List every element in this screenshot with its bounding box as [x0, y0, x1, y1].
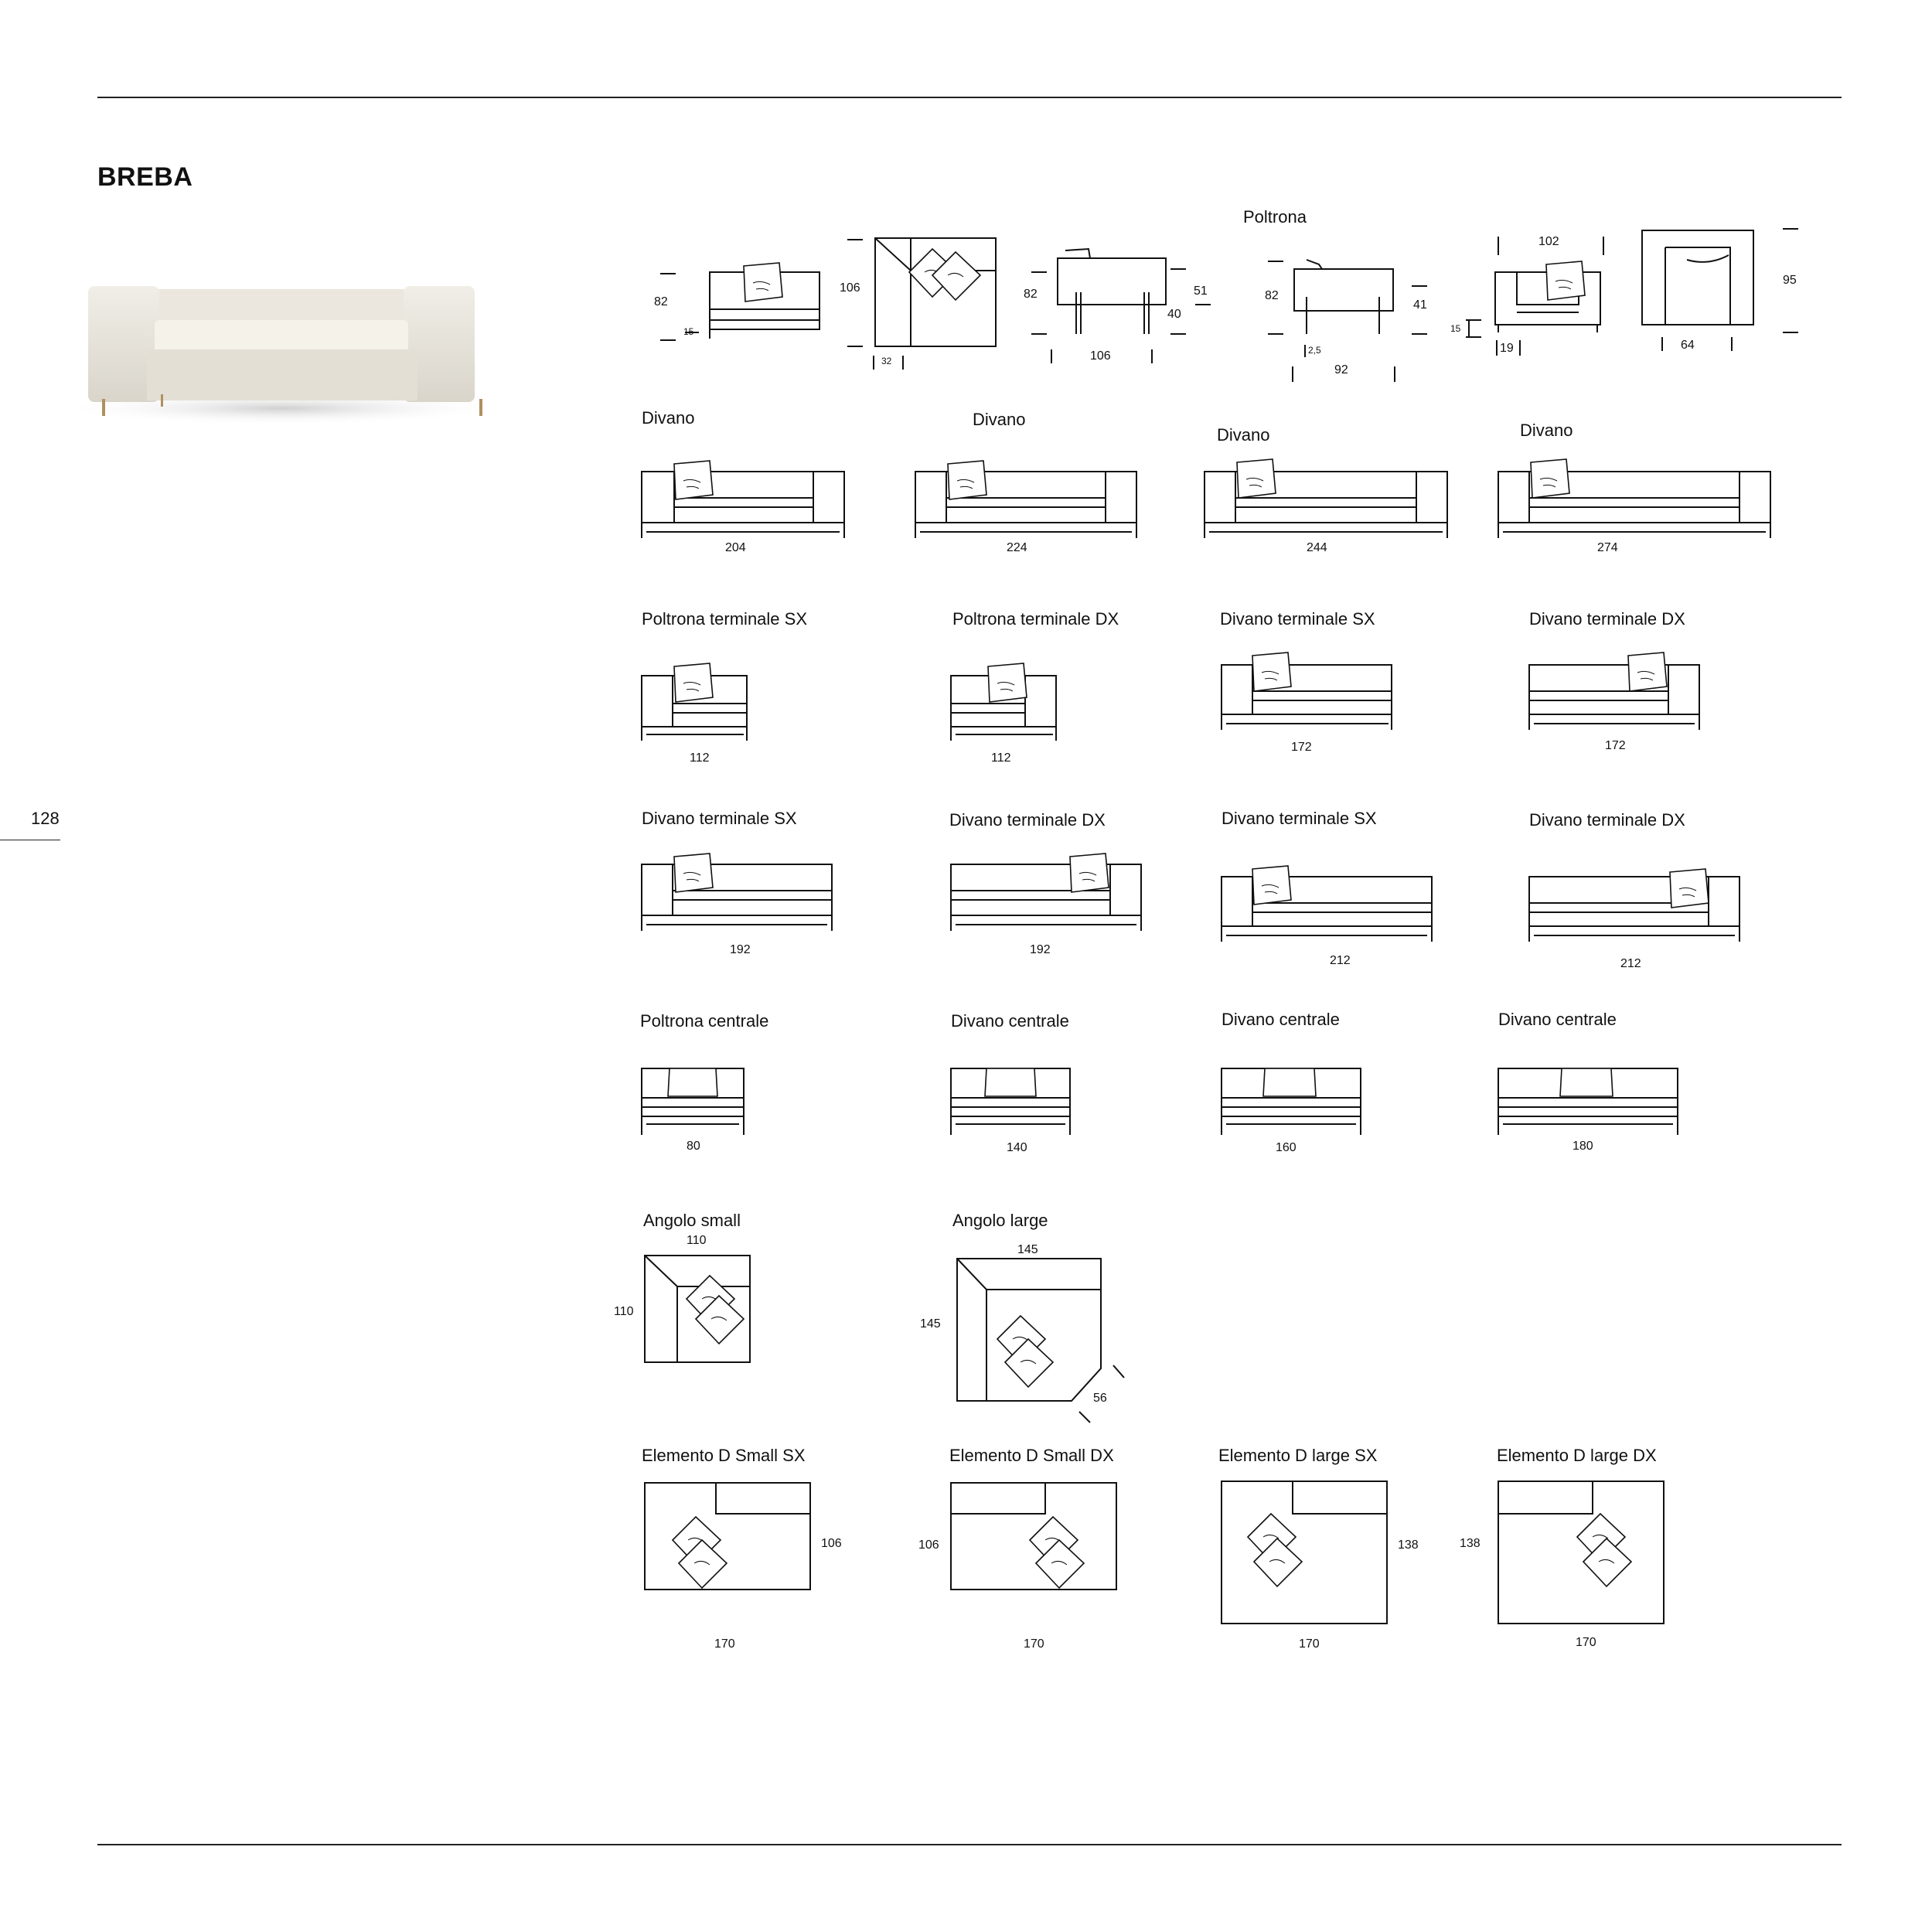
- dim-fronta-width: 106: [1090, 349, 1111, 363]
- elemento-label: Elemento D Small SX: [642, 1446, 806, 1465]
- elemento-width: 170: [1299, 1637, 1320, 1651]
- divano-terminale-sx-192-drawing: [642, 864, 832, 931]
- divano-label: Divano: [642, 408, 695, 428]
- angolo-cut: 56: [1093, 1392, 1107, 1405]
- elemento-d-small-sx-drawing: [645, 1483, 810, 1590]
- terminale-dim: 172: [1605, 739, 1626, 752]
- dim-frontb-leg: 2,5: [1308, 345, 1321, 356]
- dim-side-leg: 15: [683, 326, 694, 337]
- divano-label: Divano: [1520, 421, 1573, 440]
- centrale-label: Divano centrale: [951, 1011, 1069, 1031]
- elemento-width: 170: [714, 1637, 735, 1651]
- terminale-dim: 192: [730, 943, 751, 956]
- terminale-label: Divano terminale DX: [1529, 609, 1685, 629]
- poltrona-top-view-b: [1642, 229, 1798, 351]
- terminale-dim: 212: [1330, 954, 1351, 967]
- poltrona-label: Poltrona: [1243, 207, 1307, 227]
- centrale-dim: 180: [1573, 1140, 1593, 1153]
- poltrona-top-view: [847, 238, 996, 370]
- terminale-dim: 112: [991, 751, 1011, 765]
- terminale-label: Divano terminale SX: [642, 809, 797, 828]
- terminale-dim: 112: [690, 751, 710, 765]
- terminale-label: Poltrona terminale DX: [952, 609, 1119, 629]
- centrale-label: Divano centrale: [1498, 1010, 1617, 1029]
- dim-fronta-height: 82: [1024, 288, 1038, 301]
- elemento-width: 170: [1576, 1636, 1596, 1649]
- divano-label: Divano: [973, 410, 1026, 429]
- terminale-label: Poltrona terminale SX: [642, 609, 807, 629]
- dim-frontb-width: 92: [1334, 363, 1348, 377]
- dim-frontc-arm: 19: [1500, 342, 1514, 355]
- elemento-label: Elemento D large SX: [1218, 1446, 1378, 1465]
- divano-dim: 274: [1597, 541, 1618, 554]
- divano-terminale-dx-192-drawing: [951, 864, 1141, 931]
- centrale-dim: 80: [687, 1140, 700, 1153]
- angolo-depth: 145: [920, 1317, 941, 1331]
- divano-dim: 224: [1007, 541, 1027, 554]
- dim-topb-width: 64: [1681, 339, 1695, 352]
- divano-dim: 204: [725, 541, 746, 554]
- divano-label: Divano: [1217, 425, 1270, 445]
- terminale-label: Divano terminale SX: [1222, 809, 1377, 828]
- angolo-label: Angolo large: [952, 1211, 1048, 1230]
- elemento-depth: 106: [918, 1538, 939, 1552]
- divano-dim: 244: [1307, 541, 1327, 554]
- dim-fronta-seat: 40: [1167, 308, 1181, 321]
- centrale-label: Poltrona centrale: [640, 1011, 769, 1031]
- terminale-label: Divano terminale DX: [1529, 810, 1685, 830]
- elemento-d-large-dx-drawing: [1498, 1481, 1664, 1624]
- dim-frontb-seat: 41: [1413, 298, 1427, 312]
- poltrona-front-view-a: [1031, 249, 1211, 363]
- elemento-depth: 138: [1460, 1537, 1481, 1550]
- dim-frontc-leg: 15: [1450, 323, 1461, 334]
- terminale-label: Divano terminale DX: [949, 810, 1106, 830]
- elemento-label: Elemento D Small DX: [949, 1446, 1114, 1465]
- terminale-dim: 212: [1620, 957, 1641, 970]
- centrale-label: Divano centrale: [1222, 1010, 1340, 1029]
- dim-side-height: 82: [654, 295, 668, 308]
- elemento-label: Elemento D large DX: [1497, 1446, 1657, 1465]
- dim-topb-depth: 95: [1783, 274, 1797, 287]
- angolo-width: 110: [687, 1234, 707, 1247]
- elemento-width: 170: [1024, 1637, 1044, 1651]
- divano-204-drawing: [642, 472, 844, 538]
- dim-top-arm: 32: [881, 356, 892, 366]
- terminale-dim: 192: [1030, 943, 1051, 956]
- angolo-depth: 110: [614, 1305, 634, 1318]
- dim-frontb-height: 82: [1265, 289, 1279, 302]
- centrale-dim: 160: [1276, 1141, 1297, 1154]
- terminale-label: Divano terminale SX: [1220, 609, 1375, 629]
- angolo-width: 145: [1017, 1243, 1038, 1256]
- dim-frontc-width: 102: [1538, 235, 1559, 248]
- elemento-depth: 106: [821, 1537, 842, 1550]
- product-title: BREBA: [97, 162, 193, 192]
- elemento-d-large-sx-drawing: [1222, 1481, 1387, 1624]
- angolo-label: Angolo small: [643, 1211, 741, 1230]
- terminale-dim: 172: [1291, 741, 1312, 754]
- elemento-depth: 138: [1398, 1538, 1419, 1552]
- divano-terminale-dx-212-drawing: [1529, 877, 1739, 942]
- centrale-dim: 140: [1007, 1141, 1027, 1154]
- dim-top-depth: 106: [840, 281, 860, 295]
- dim-fronta-back: 51: [1194, 285, 1208, 298]
- divano-terminale-sx-172-drawing: [1222, 665, 1392, 730]
- page-number: 128: [31, 809, 60, 828]
- divano-terminale-dx-172-drawing: [1529, 665, 1699, 730]
